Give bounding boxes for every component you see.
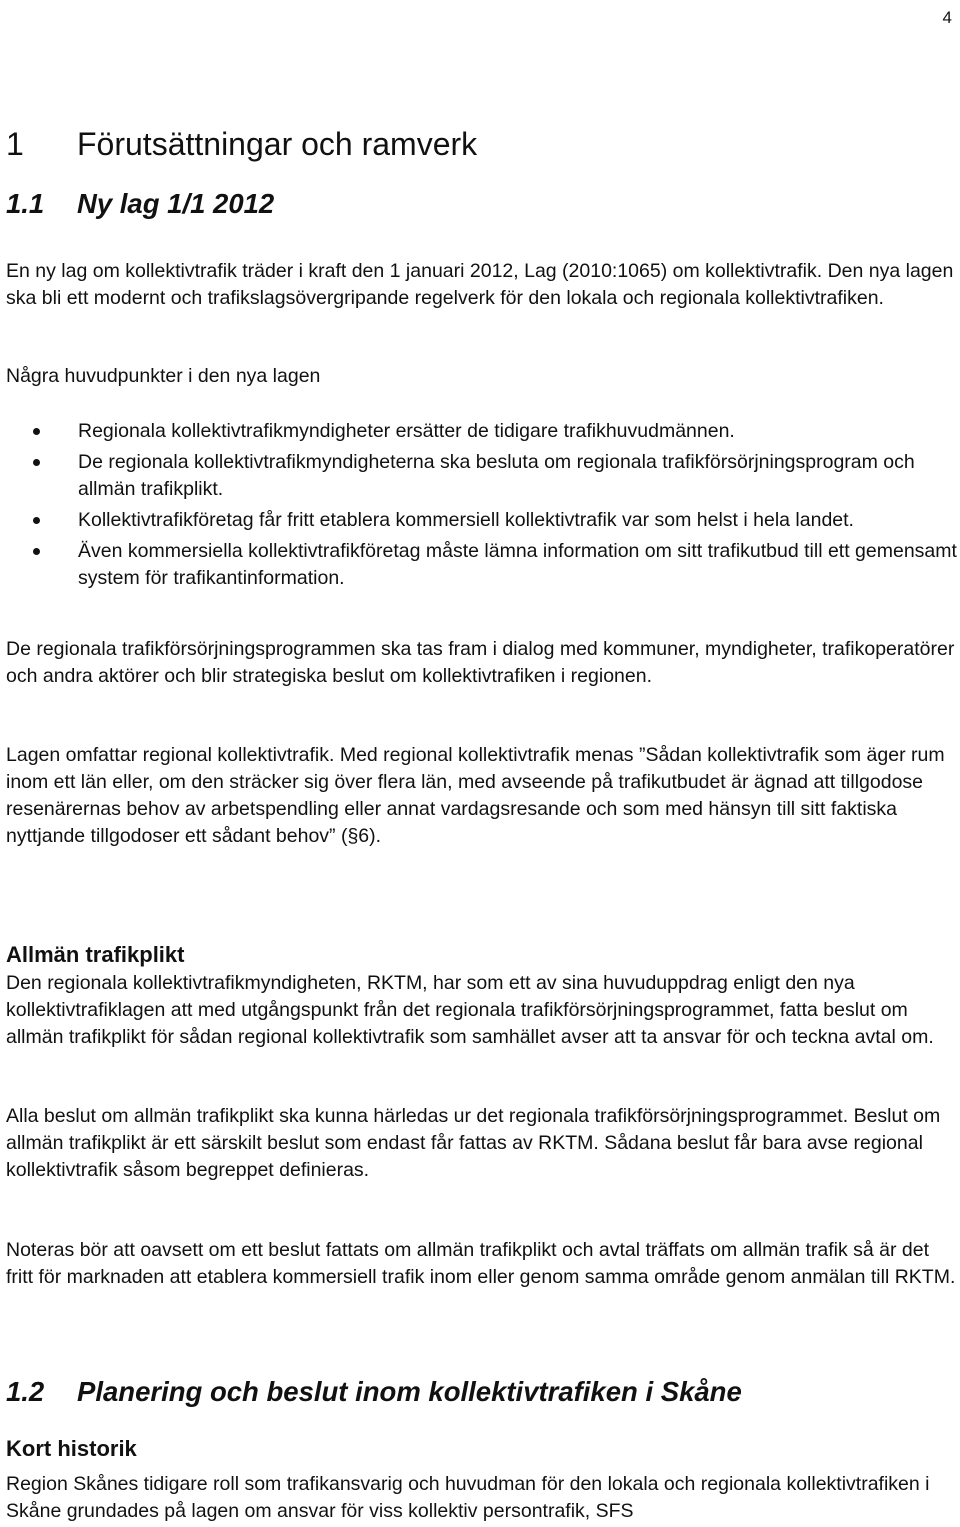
section-heading-1-2: [6, 1375, 742, 1409]
section-title: Ny lag 1/1 2012: [77, 188, 275, 219]
chapter-number: 1: [6, 126, 24, 162]
paragraph-history: Region Skånes tidigare roll som trafikansvarig och huvudman för den lokala och regionala kollektivtrafiken i Skåne grundades på lagen om ansvar för viss kollektiv persontrafik, SFS: [6, 1473, 930, 1522]
list-item: [6, 507, 958, 534]
paragraph-market-note: Noteras bör att oavsett om ett beslut fattats om allmän trafikplikt och avtal träffats om allmän trafik så är det fritt för marknaden att etablera kommersiell trafik inom eller genom samma område genom anmälan till RKTM.: [6, 1239, 956, 1288]
list-item-text: Kollektivtrafikföretag får fritt etablera kommersiell kollektivtrafik var som helst i hela landet.: [78, 509, 854, 531]
section-number: 1.1: [6, 188, 45, 219]
paragraph-new-law: En ny lag om kollektivtrafik träder i kraft den 1 januari 2012, Lag (2010:1065) om kollektivtrafik. Den nya lagen ska bli ett modernt och trafikslagsövergripande regelverk för den lokala och regionala kollektivtrafiken.: [6, 260, 954, 309]
list-item: [6, 449, 958, 503]
paragraph-law-scope: Lagen omfattar regional kollektivtrafik. Med regional kollektivtrafik menas ”Sådan kollektivtrafik som äger rum inom ett län eller, om den sträcker sig över flera län, med avseende på trafikutbudet är ägnad att tillgodose resenärernas behov av arbetspendling eller annat vardagsresande och som med hänsyn till sitt faktiska nyttjande tillgodoser ett sådant behov” (§6).: [6, 744, 945, 847]
bullet-icon: [33, 517, 40, 524]
section-title: Planering och beslut inom kollektivtrafiken i Skåne: [77, 1376, 742, 1407]
heading-kort-historik: Kort historik: [6, 1436, 137, 1461]
paragraph-rktm-mission: Den regionala kollektivtrafikmyndigheten, RKTM, har som ett av sina huvuduppdrag enligt den nya kollektivtrafiklagen att med utgångspunkt från det regionala trafikförsörjningsprogrammet, fatta beslut om allmän trafikplikt för sådan regional kollektivtrafik som samhället avser att ta ansvar för och teckna avtal om.: [6, 972, 934, 1048]
main-points-list: [6, 418, 958, 596]
list-item: [6, 538, 958, 592]
paragraph-main-points-intro: Några huvudpunkter i den nya lagen: [6, 365, 321, 387]
list-item-text: Regionala kollektivtrafikmyndigheter ersätter de tidigare trafikhuvudmännen.: [78, 420, 735, 442]
chapter-heading: [6, 124, 477, 164]
page-number: 4: [942, 8, 952, 27]
list-item: [6, 418, 958, 445]
list-item-text: De regionala kollektivtrafikmyndigheterna ska besluta om regionala trafikförsörjningsprogram och allmän trafikplikt.: [78, 451, 915, 500]
list-item-text: Även kommersiella kollektivtrafikföretag måste lämna information om sitt trafikutbud till ett gemensamt system för trafikantinformation.: [78, 540, 957, 589]
section-heading-1-1: [6, 187, 274, 221]
paragraph-decisions: Alla beslut om allmän trafikplikt ska kunna härledas ur det regionala trafikförsörjningsprogrammet. Beslut om allmän trafikplikt är ett särskilt beslut som endast får fattas av RKTM. Sådana beslut får bara avse regional kollektivtrafik såsom begreppet definieras.: [6, 1105, 941, 1181]
bullet-icon: [33, 428, 40, 435]
section-number: 1.2: [6, 1376, 45, 1407]
bullet-icon: [33, 548, 40, 555]
heading-allman-trafikplikt: Allmän trafikplikt: [6, 942, 185, 967]
bullet-icon: [33, 459, 40, 466]
paragraph-traffic-programs: De regionala trafikförsörjningsprogrammen ska tas fram i dialog med kommuner, myndigheter, trafikoperatörer och andra aktörer och blir strategiska beslut om kollektivtrafiken i regionen.: [6, 638, 955, 687]
chapter-title: Förutsättningar och ramverk: [77, 126, 478, 162]
